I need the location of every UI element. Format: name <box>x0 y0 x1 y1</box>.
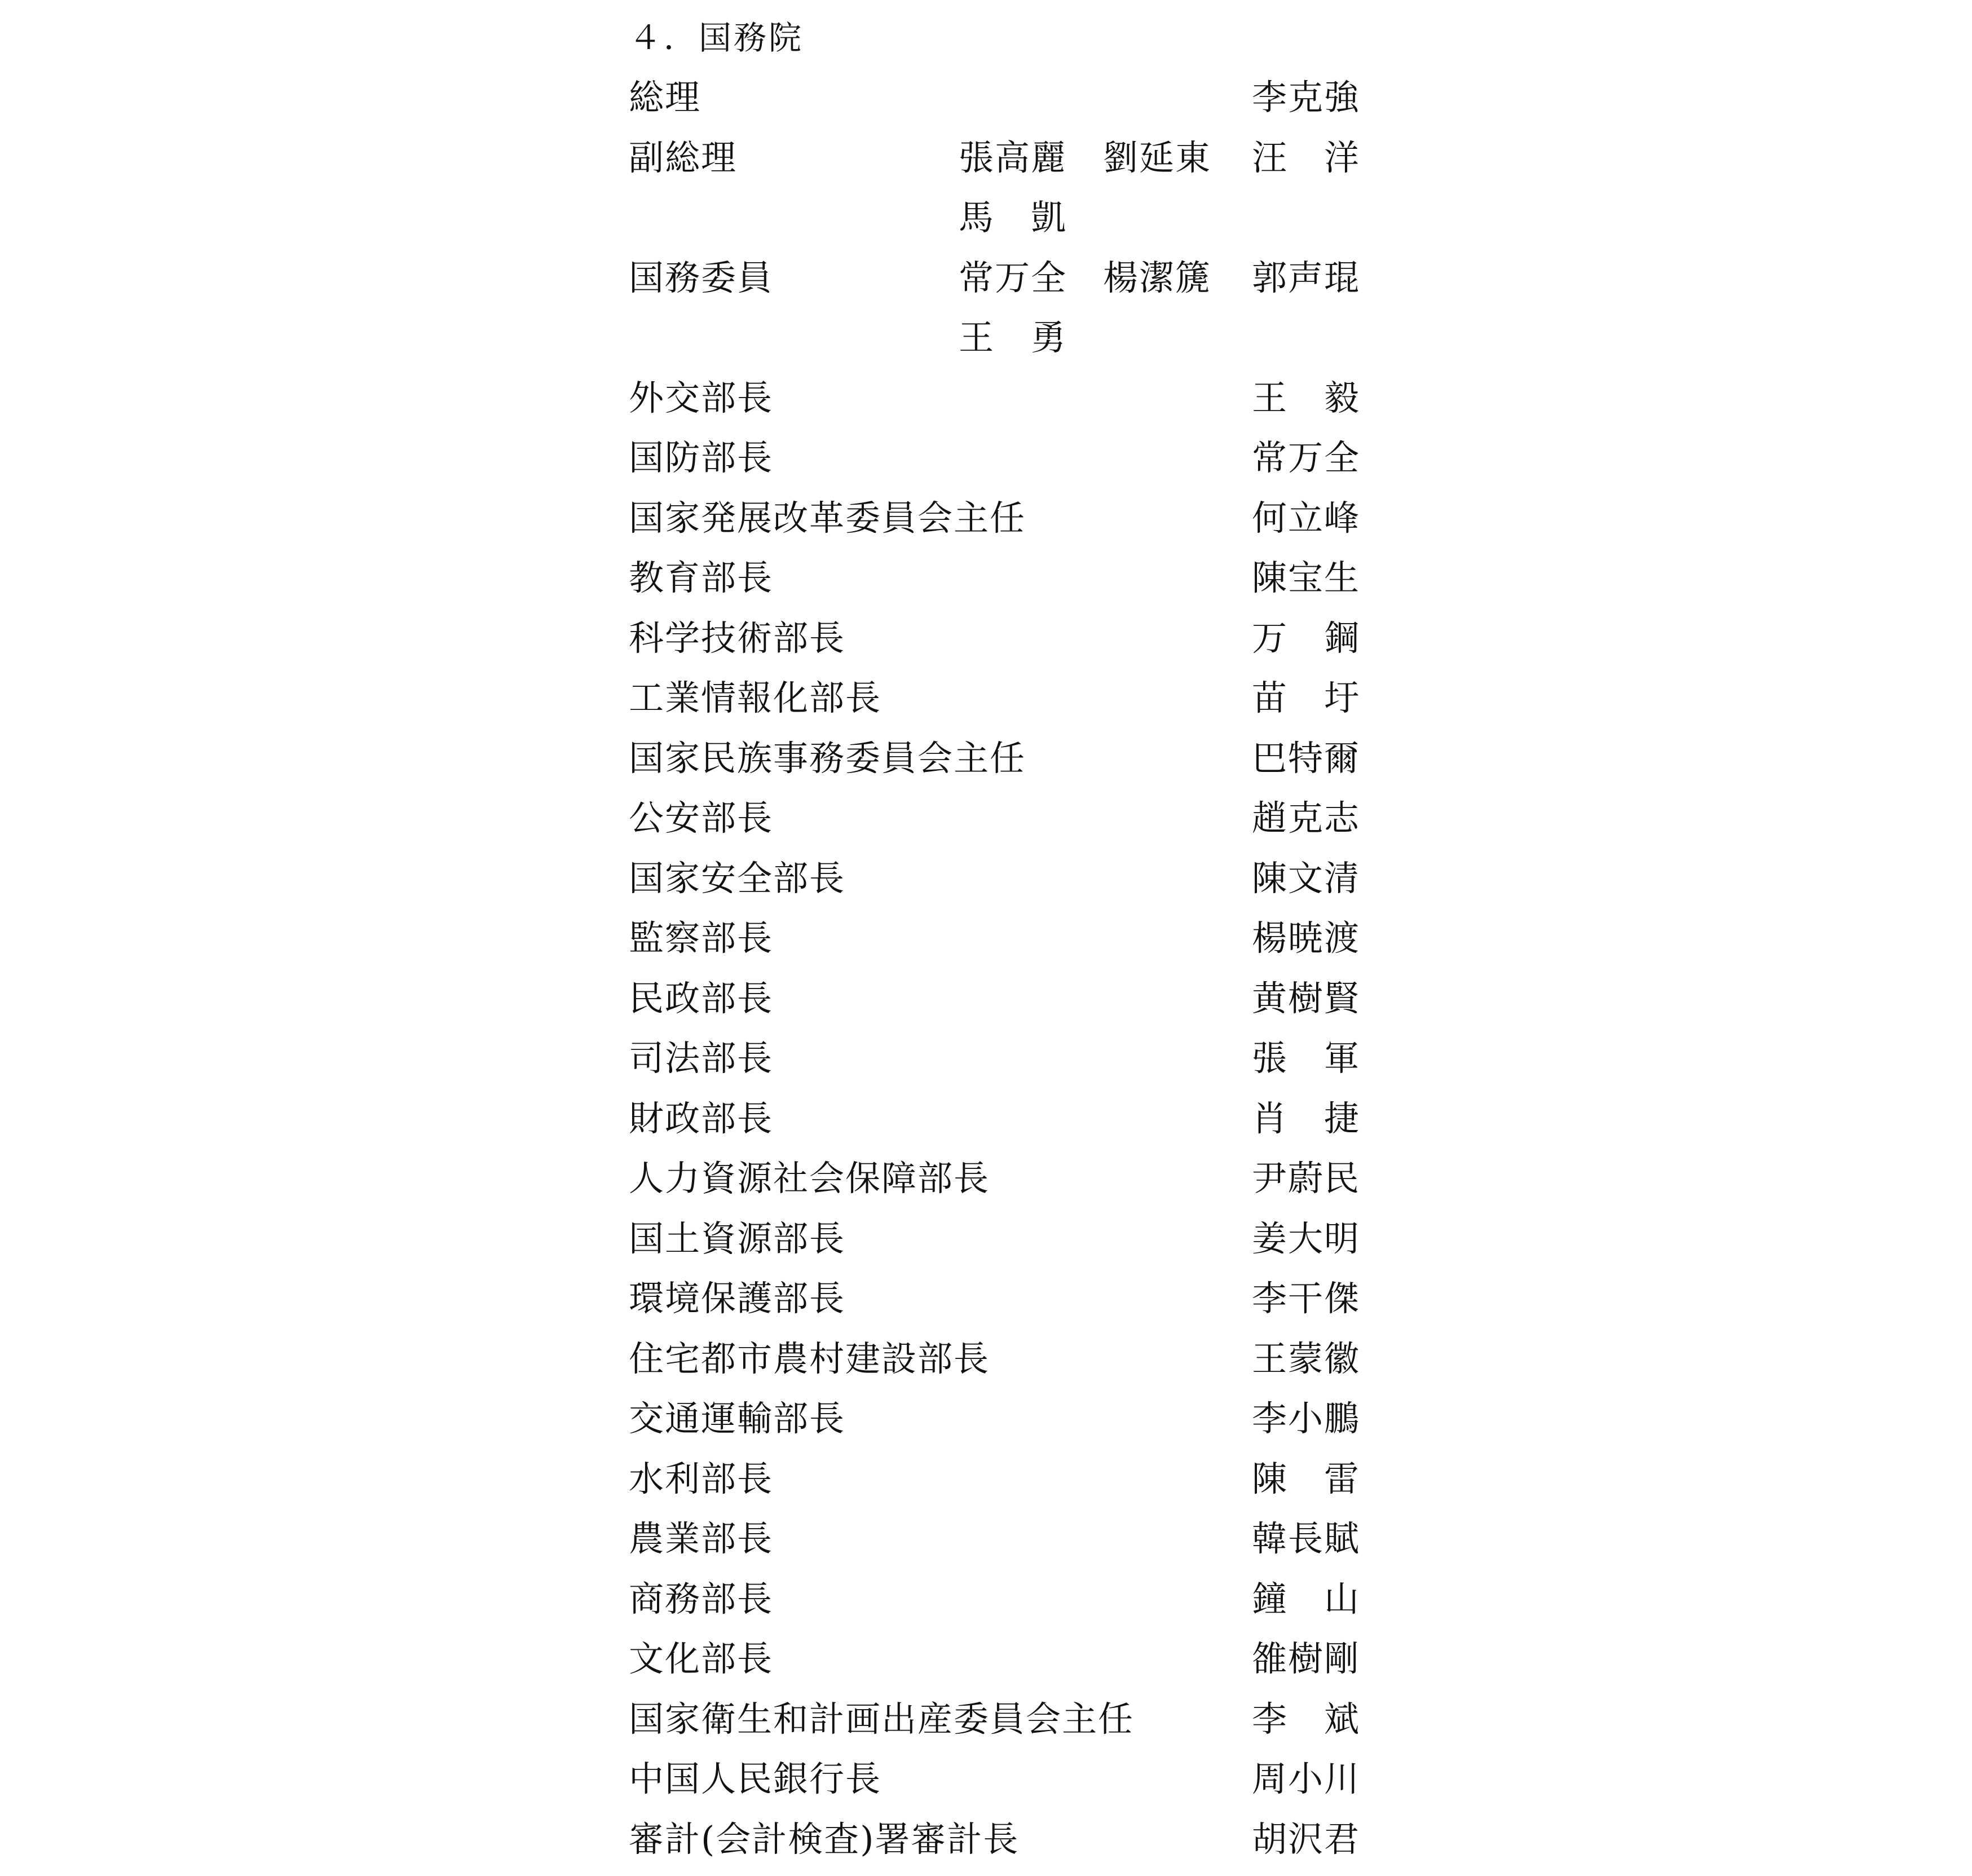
official-name: 黄樹賢 <box>1252 977 1361 1019</box>
position-title: 国家衛生和計画出産委員会主任 <box>629 1698 1135 1740</box>
additional-names: 馬 凱 <box>959 197 1067 238</box>
official-row <box>629 1454 1373 1514</box>
position-title: 民政部長 <box>629 977 774 1019</box>
official-name: 万 鋼 <box>1252 617 1361 659</box>
official-row <box>629 1334 1373 1394</box>
additional-names: 王 勇 <box>959 317 1067 358</box>
official-row <box>629 133 1373 193</box>
position-title: 司法部長 <box>629 1038 774 1079</box>
official-name: 趙克志 <box>1252 797 1361 838</box>
official-row <box>629 312 1373 373</box>
official-row <box>629 432 1373 493</box>
official-row <box>629 1634 1373 1694</box>
official-name: 苗 圩 <box>1252 677 1361 718</box>
official-row <box>629 1754 1373 1814</box>
position-title: 国家発展改革委員会主任 <box>629 497 1026 538</box>
official-row <box>629 733 1373 793</box>
official-name: 張 軍 <box>1252 1038 1361 1079</box>
position-title: 副総理 <box>629 136 738 178</box>
official-row <box>629 1393 1373 1454</box>
official-row <box>629 1153 1373 1213</box>
position-title: 農業部長 <box>629 1518 774 1559</box>
official-row <box>629 1513 1373 1574</box>
official-row <box>629 1093 1373 1154</box>
official-name: 李克強 <box>1252 77 1361 118</box>
official-name: 常万全 <box>1252 437 1361 478</box>
official-name: 王 毅 <box>1252 377 1361 418</box>
official-row <box>629 553 1373 613</box>
position-title: 国家民族事務委員会主任 <box>629 737 1026 779</box>
section-heading: ４．国務院 <box>629 19 804 57</box>
official-row <box>629 613 1373 673</box>
position-title: 住宅都市農村建設部長 <box>629 1338 990 1379</box>
position-title: 科学技術部長 <box>629 617 846 659</box>
official-row <box>629 1814 1373 1874</box>
official-row <box>629 1574 1373 1634</box>
official-name: 陳宝生 <box>1252 557 1361 598</box>
official-name: 姜大明 <box>1252 1217 1361 1259</box>
official-row <box>629 192 1373 253</box>
official-name: 陳 雷 <box>1252 1458 1361 1499</box>
official-name: 胡沢君 <box>1252 1818 1361 1860</box>
position-title: 交通運輸部長 <box>629 1398 846 1439</box>
position-title: 審計(会計検査)署審計長 <box>629 1818 1020 1860</box>
official-row <box>629 253 1373 313</box>
official-name: 鐘 山 <box>1252 1578 1361 1619</box>
official-row <box>629 673 1373 733</box>
officials-list <box>629 72 1373 1874</box>
official-row <box>629 493 1373 553</box>
additional-names: 常万全 楊潔篪 <box>959 257 1212 298</box>
official-name: 韓長賦 <box>1252 1518 1361 1559</box>
official-row <box>629 853 1373 913</box>
position-title: 総理 <box>629 77 702 118</box>
official-name: 王蒙徽 <box>1252 1338 1361 1379</box>
official-row <box>629 1273 1373 1334</box>
official-name: 汪 洋 <box>1252 136 1361 178</box>
position-title: 教育部長 <box>629 557 774 598</box>
official-name: 巴特爾 <box>1252 737 1361 779</box>
official-name: 李小鵬 <box>1252 1398 1361 1439</box>
official-name: 李 斌 <box>1252 1698 1361 1740</box>
official-row <box>629 1213 1373 1274</box>
official-name: 何立峰 <box>1252 497 1361 538</box>
position-title: 国家安全部長 <box>629 857 846 899</box>
position-title: 国土資源部長 <box>629 1217 846 1259</box>
position-title: 財政部長 <box>629 1097 774 1139</box>
official-name: 李干傑 <box>1252 1278 1361 1319</box>
position-title: 商務部長 <box>629 1578 774 1619</box>
position-title: 水利部長 <box>629 1458 774 1499</box>
official-name: 周小川 <box>1252 1758 1361 1799</box>
position-title: 人力資源社会保障部長 <box>629 1158 990 1199</box>
official-row <box>629 973 1373 1034</box>
official-row <box>629 373 1373 433</box>
position-title: 公安部長 <box>629 797 774 838</box>
position-title: 工業情報化部長 <box>629 677 882 718</box>
position-title: 国防部長 <box>629 437 774 478</box>
position-title: 国務委員 <box>629 257 774 298</box>
position-title: 環境保護部長 <box>629 1278 846 1319</box>
official-row <box>629 1694 1373 1754</box>
official-row <box>629 913 1373 973</box>
official-name: 雒樹剛 <box>1252 1638 1361 1679</box>
official-name: 郭声琨 <box>1252 257 1361 298</box>
position-title: 外交部長 <box>629 377 774 418</box>
official-name: 尹蔚民 <box>1252 1158 1361 1199</box>
position-title: 文化部長 <box>629 1638 774 1679</box>
official-name: 肖 捷 <box>1252 1097 1361 1139</box>
official-row <box>629 1033 1373 1093</box>
additional-names: 張高麗 劉延東 <box>959 136 1212 178</box>
official-row <box>629 72 1373 133</box>
official-name: 陳文清 <box>1252 857 1361 899</box>
official-row <box>629 793 1373 853</box>
official-name: 楊暁渡 <box>1252 917 1361 959</box>
position-title: 中国人民銀行長 <box>629 1758 882 1799</box>
position-title: 監察部長 <box>629 917 774 959</box>
